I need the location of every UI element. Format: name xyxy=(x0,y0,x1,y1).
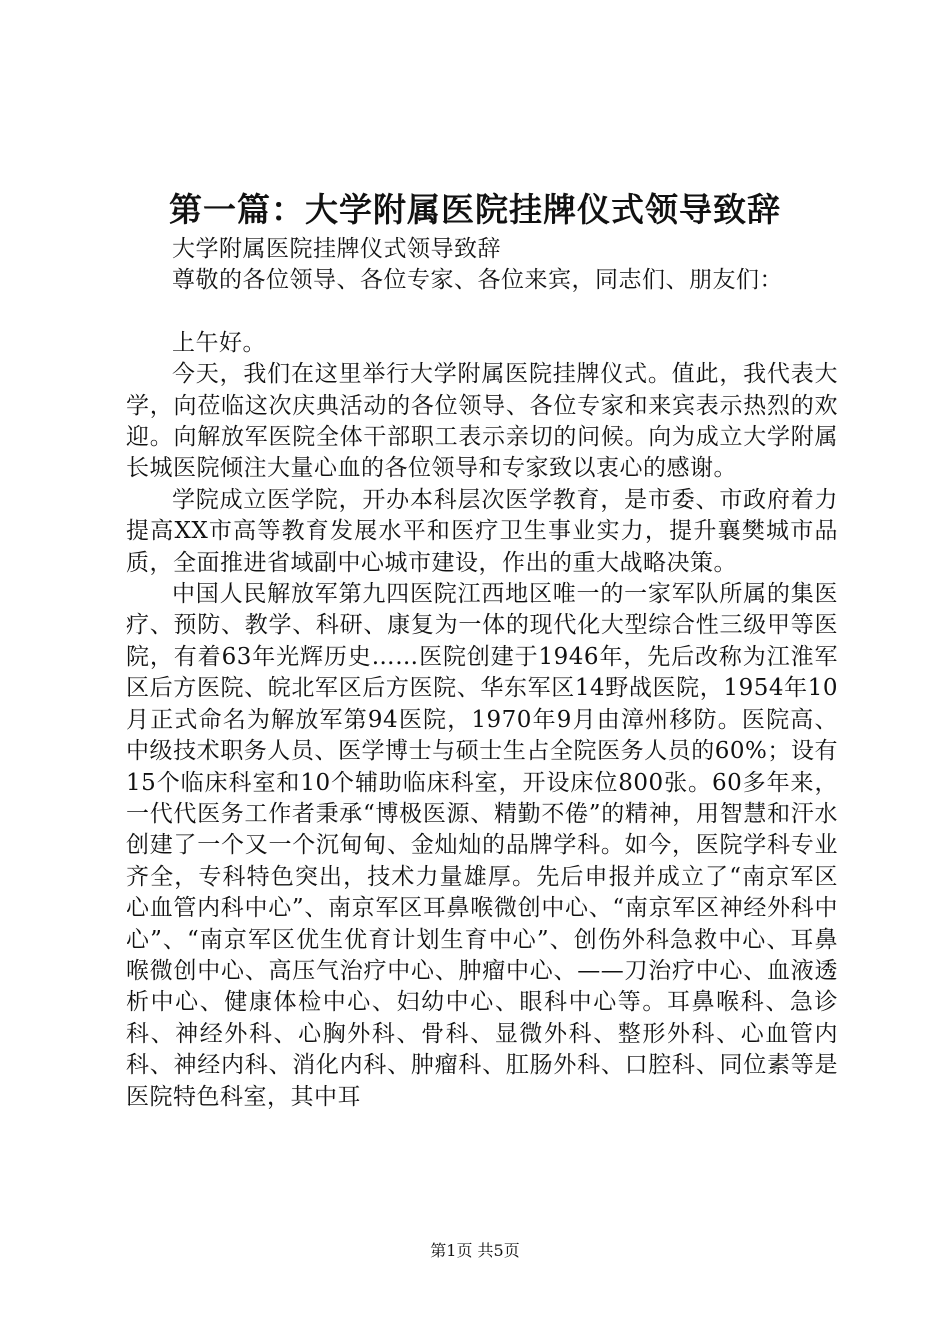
salutation-paragraph: 尊敬的各位领导、各位专家、各位来宾，同志们、朋友们： xyxy=(172,267,783,294)
document-title: 第一篇：大学附属医院挂牌仪式领导致辞 xyxy=(169,190,781,229)
body-paragraph-decision: 学院成立医学院，开办本科层次医学教育，是市委、市政府着力提高XX市高等教育发展水平和医疗卫生事业实力，提升襄樊城市品质，全面推进省域副中心城市建设，作出的重大战略决策。 xyxy=(126,486,838,576)
document-body xyxy=(126,234,838,1113)
greeting-paragraph: 上午好。 xyxy=(172,329,266,356)
subtitle-paragraph: 大学附属医院挂牌仪式领导致辞 xyxy=(172,236,501,262)
body-paragraph-welcome: 今天，我们在这里举行大学附属医院挂牌仪式。值此，我代表大学，向莅临这次庆典活动的各位领导、各位专家和来宾表示热烈的欢迎。向解放军医院全体干部职工表示亲切的问候。向为成立大学附属长城医院倾注大量心血的各位领导和专家致以衷心的感谢。 xyxy=(126,361,838,482)
body-paragraph-hospital: 中国人民解放军第九四医院江西地区唯一的一家军队所属的集医疗、预防、教学、科研、康复为一体的现代化大型综合性三级甲等医院，有着63年光辉历史……医院创建于1946年，先后改称为江淮军区后方医院、皖北军区后方医院、华东军区14野战医院，1954年10月正式命名为解放军第94医院，1970年9月由漳州移防。医院高、中级技术职务人员、医学博士与硕士生占全院医务人员的60%；设有15个临床科室和10个辅助临床科室，开设床位800张。60多年来，一代代医务工作者秉承“博极医源、精勤不倦”的精神，用智慧和汗水创建了一个又一个沉甸甸、金灿灿的品牌学科。如今，医院学科专业齐全，专科特色突出，技术力量雄厚。先后申报并成立了“南京军区心血管内科中心”、南京军区耳鼻喉微创中心、“南京军区神经外科中心”、“南京军区优生优育计划生育中心”、创伤外科急救中心、耳鼻喉微创中心、高压气治疗中心、肿瘤中心、——刀治疗中心、血液透析中心、健康体检中心、妇幼中心、眼科中心等。耳鼻喉科、急诊科、神经外科、心胸外科、骨科、显微外科、整形外科、心血管内科、神经内科、消化内科、肿瘤科、肛肠外科、口腔科、同位素等是医院特色科室，其中耳 xyxy=(126,581,838,1110)
page-footer: 第1页 共5页 xyxy=(430,1241,520,1260)
